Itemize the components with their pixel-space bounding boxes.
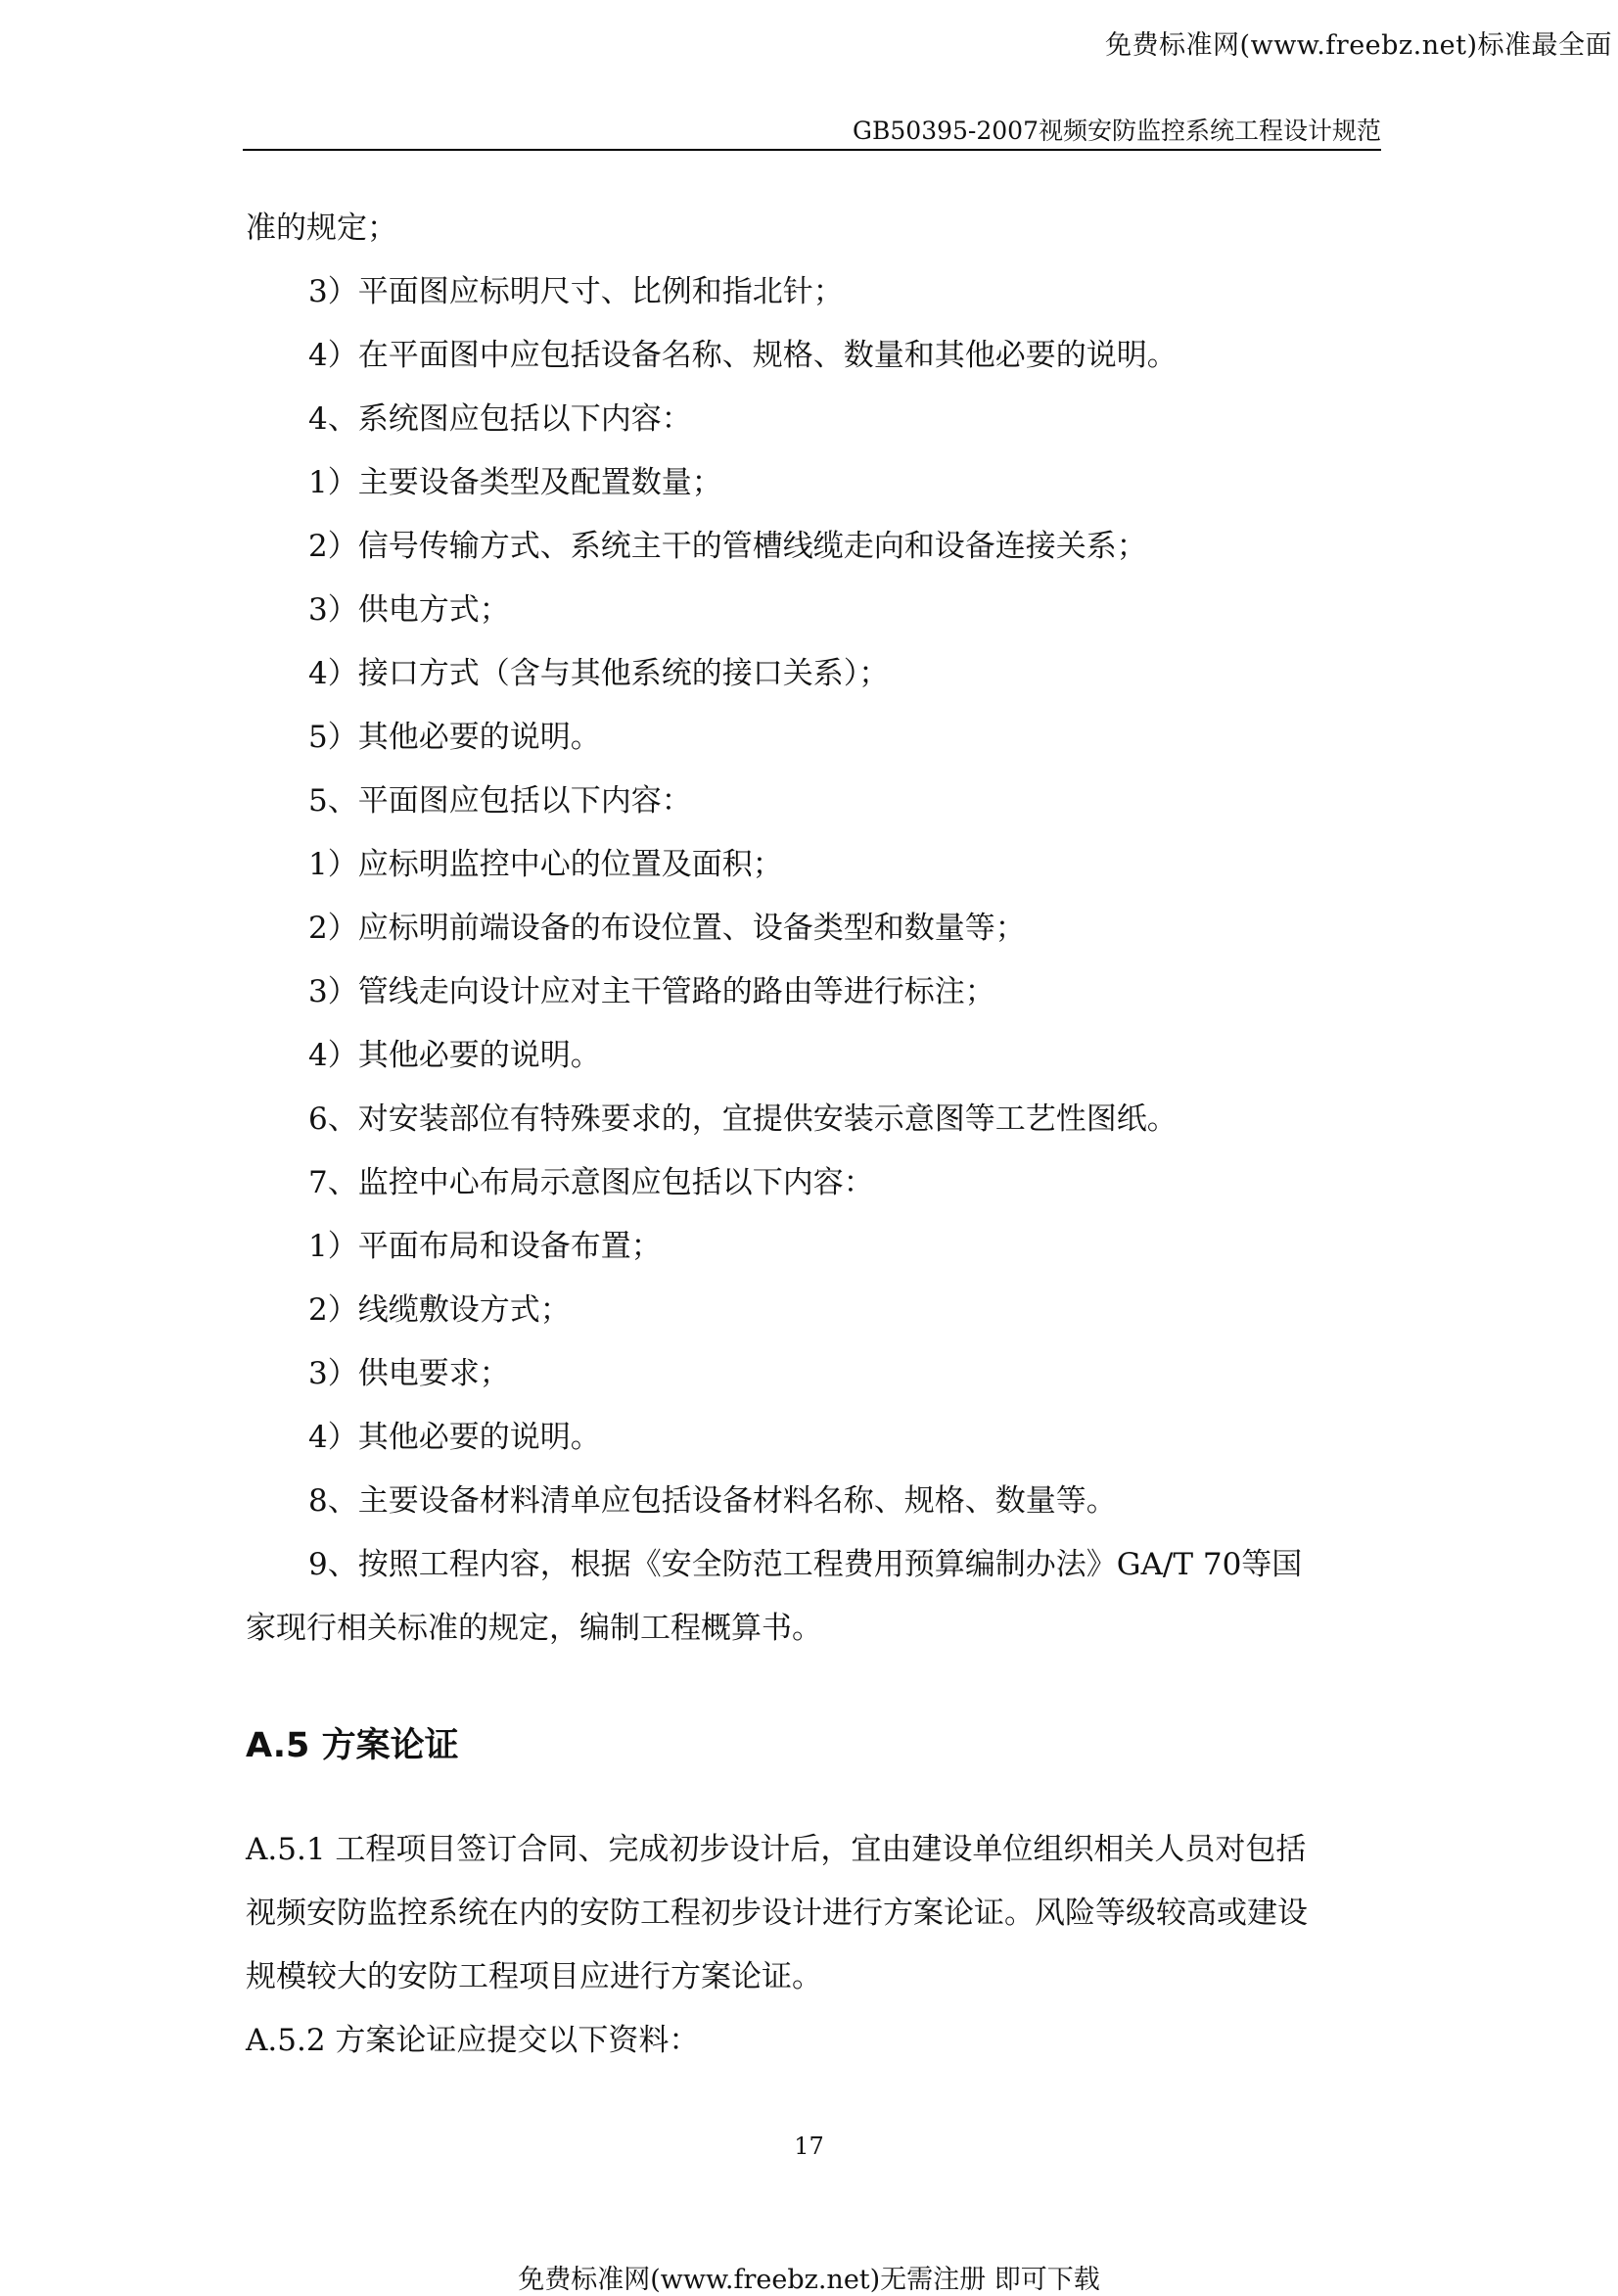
text-line: 家现行相关标准的规定，编制工程概算书。 <box>246 1611 822 1646</box>
page-number: 17 <box>794 2132 824 2160</box>
text-line: 6、对安装部位有特殊要求的，宜提供安装示意图等工艺性图纸。 <box>308 1101 1178 1137</box>
text-line: 4、系统图应包括以下内容： <box>308 401 692 437</box>
text-line: 3）供电方式； <box>308 592 510 628</box>
text-line: 2）线缆敷设方式； <box>308 1292 571 1328</box>
header-rule <box>243 149 1381 151</box>
text-line: 9、按照工程内容，根据《安全防范工程费用预算编制办法》GA/T 70等国 <box>308 1547 1303 1582</box>
text-line: 2）应标明前端设备的布设位置、设备类型和数量等； <box>308 911 1026 946</box>
text-line: 3）管线走向设计应对主干管路的路由等进行标注； <box>308 974 995 1009</box>
text-line: 4）其他必要的说明。 <box>308 1038 601 1073</box>
text-line: 3）平面图应标明尺寸、比例和指北针； <box>308 274 844 309</box>
text-line: 准的规定； <box>246 211 397 246</box>
text-line: 视频安防监控系统在内的安防工程初步设计进行方案论证。风险等级较高或建设 <box>246 1896 1308 1931</box>
text-line: 5、平面图应包括以下内容： <box>308 783 692 819</box>
text-line: 1）主要设备类型及配置数量； <box>308 465 722 500</box>
text-line: 3）供电要求； <box>308 1356 510 1391</box>
text-line: 1）平面布局和设备布置； <box>308 1229 662 1264</box>
text-line: 1）应标明监控中心的位置及面积； <box>308 847 783 882</box>
watermark-top: 免费标准网(www.freebz.net)标准最全面 <box>1105 30 1612 61</box>
text-line: 4）在平面图中应包括设备名称、规格、数量和其他必要的说明。 <box>308 338 1178 373</box>
text-line: 7、监控中心布局示意图应包括以下内容： <box>308 1165 874 1200</box>
text-line: 规模较大的安防工程项目应进行方案论证。 <box>246 1959 822 1994</box>
text-line: 2）信号传输方式、系统主干的管槽线缆走向和设备连接关系； <box>308 529 1147 564</box>
document-header-title: GB50395-2007视频安防监控系统工程设计规范 <box>853 117 1381 145</box>
watermark-bottom: 免费标准网(www.freebz.net)无需注册 即可下载 <box>518 2265 1100 2295</box>
text-line: 4）接口方式（含与其他系统的接口关系）； <box>308 656 890 691</box>
text-line: 5）其他必要的说明。 <box>308 720 601 755</box>
text-line: 8、主要设备材料清单应包括设备材料名称、规格、数量等。 <box>308 1483 1117 1519</box>
section-heading: A.5 方案论证 <box>246 1726 459 1765</box>
text-line: A.5.1 工程项目签订合同、完成初步设计后，宜由建设单位组织相关人员对包括 <box>246 1832 1307 1867</box>
text-line: A.5.2 方案论证应提交以下资料： <box>246 2023 700 2058</box>
text-line: 4）其他必要的说明。 <box>308 1420 601 1455</box>
